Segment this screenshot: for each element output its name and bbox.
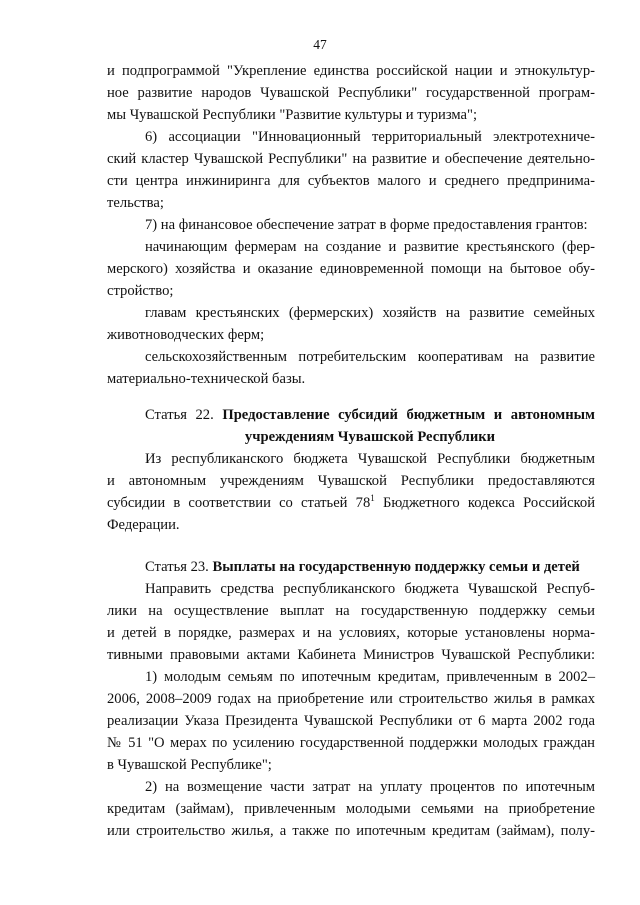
text-line: 2006, 2008–2009 годах на приобретение или строительство жилья в рамках bbox=[107, 691, 595, 707]
article-23-heading bbox=[145, 556, 595, 578]
text-line: в Чувашской Республике"; bbox=[107, 757, 272, 773]
text-line: 2) на возмещение части затрат на уплату процентов по ипотечным bbox=[145, 779, 595, 795]
text-line: сти центра инжиниринга для субъектов малого и среднего предпринима- bbox=[107, 173, 595, 189]
text-line: тельства; bbox=[107, 195, 164, 211]
text-line: Федерации. bbox=[107, 517, 180, 533]
text-line: 6) ассоциации "Инновационный территориальный электротехниче- bbox=[145, 129, 595, 145]
text-line: главам крестьянских (фермерских) хозяйств на развитие семейных bbox=[145, 305, 595, 321]
text-line: реализации Указа Президента Чувашской Республики от 6 марта 2002 года bbox=[107, 713, 595, 729]
article-22-title-line2: учреждениям Чувашской Республики bbox=[244, 429, 496, 445]
text-line: Направить средства республиканского бюджета Чувашской Респуб- bbox=[145, 581, 595, 597]
article-23-prefix: Статья 23. bbox=[145, 559, 209, 575]
text-line: ное развитие народов Чувашской Республики" государственной програм- bbox=[107, 85, 595, 101]
text-line: материально-технической базы. bbox=[107, 371, 306, 387]
article-22-title-line1: Предоставление субсидий бюджетным и автономным bbox=[222, 407, 595, 423]
text-line: и подпрограммой "Укрепление единства российской нации и этнокультур- bbox=[107, 63, 595, 79]
article-23-title: Выплаты на государственную поддержку семьи и детей bbox=[212, 559, 580, 575]
text-line: сельскохозяйственным потребительским кооперативам на развитие bbox=[145, 349, 595, 365]
text-line: мерского) хозяйства и оказание единовременной помощи на бытовое обу- bbox=[107, 261, 595, 277]
text-fragment: Бюджетного кодекса Российской bbox=[374, 495, 596, 511]
text-line: и детей в порядке, размерах и на условиях, которые установлены норма- bbox=[107, 625, 595, 641]
text-line: 1) молодым семьям по ипотечным кредитам, привлеченным в 2002– bbox=[145, 669, 595, 685]
text-line: Из республиканского бюджета Чувашской Республики бюджетным bbox=[145, 451, 595, 467]
article-22-heading-cont bbox=[145, 426, 595, 448]
text-line-with-superscript bbox=[107, 492, 595, 514]
text-line: тивными правовыми актами Кабинета Министров Чувашской Республики: bbox=[107, 647, 595, 663]
text-line: и автономным учреждениям Чувашской Республики предоставляются bbox=[107, 473, 595, 489]
text-line: кредитам (займам), привлеченным молодыми семьями на приобретение bbox=[107, 801, 595, 817]
text-line: ский кластер Чувашской Республики" на развитие и обеспечение деятельно- bbox=[107, 151, 595, 167]
text-line: животноводческих ферм; bbox=[107, 327, 265, 343]
article-22-prefix: Статья 22. bbox=[145, 407, 214, 423]
text-line: № 51 "О мерах по усилению государственной поддержки молодых граждан bbox=[107, 735, 595, 751]
text-line: начинающим фермерам на создание и развитие крестьянского (фер- bbox=[145, 239, 595, 255]
superscript: 1 bbox=[370, 493, 375, 504]
page-number: 47 bbox=[313, 37, 327, 52]
text-line: мы Чувашской Республики "Развитие культуры и туризма"; bbox=[107, 107, 478, 123]
text-line: 7) на финансовое обеспечение затрат в форме предоставления грантов: bbox=[145, 217, 588, 233]
text-fragment: субсидии в соответствии со статьей 78 bbox=[107, 495, 371, 511]
text-line: лики на осуществление выплат на государственную поддержку семьи bbox=[107, 603, 595, 619]
article-22-heading bbox=[145, 404, 595, 426]
text-line: или строительство жилья, а также по ипотечным кредитам (займам), полу- bbox=[107, 823, 595, 839]
text-line: стройство; bbox=[107, 283, 174, 299]
